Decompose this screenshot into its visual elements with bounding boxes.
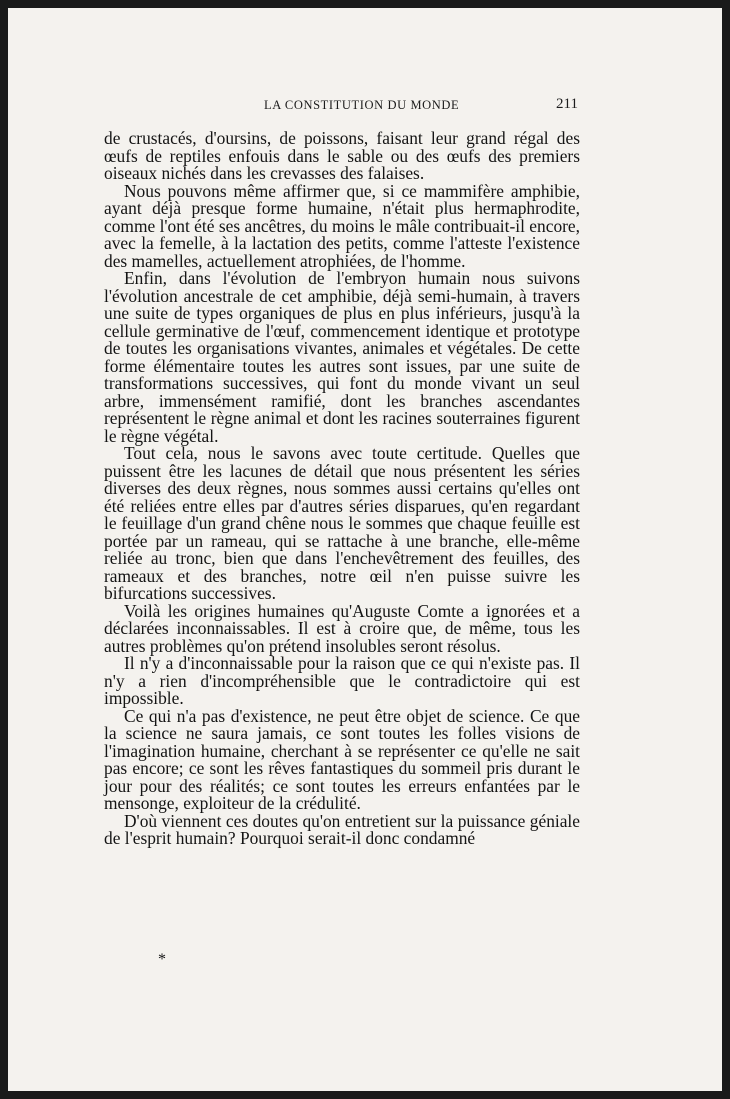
running-header — [108, 98, 578, 118]
paragraph-4: Tout cela, nous le savons avec toute certitude. Quelles que puissent être les lacunes de détail que nous présentent les séries diverses des deux règnes, nous sommes aussi certains qu'elles ont été reliées entre elles par d'autres séries disparues, qu'en regardant le feuillage d'un grand chêne nous le sommes que chaque feuille est portée par un rameau, qui se rattache à une branche, elle-même reliée au tronc, bien que dans l'enchevêtrement des feuilles, des rameaux et des branches, notre œil n'en puisse suivre les bifurcations successives. — [104, 443, 580, 603]
paragraph-2: Nous pouvons même affirmer que, si ce mammifère amphibie, ayant déjà presque forme humaine, n'était plus hermaphrodite, comme l'ont été ses ancêtres, du moins le mâle contribuait-il encore, avec la femelle, à la lactation des petits, comme l'atteste l'existence des mamelles, actuellement atrophiées, de l'homme. — [104, 180, 580, 271]
signature-mark: * — [158, 951, 166, 968]
paragraph-1: de crustacés, d'oursins, de poissons, faisant leur grand régal des œufs de reptiles enfouis dans le sable ou des œufs des premiers oiseaux nichés dans les crevasses des falaises. — [104, 128, 580, 183]
book-page — [8, 8, 722, 1091]
body-text — [104, 130, 580, 848]
paragraph-6: Il n'y a d'inconnaissable pour la raison que ce qui n'existe pas. Il n'y a rien d'incompréhensible que le contradictoire qui est impossible. — [104, 653, 580, 708]
paragraph-7: Ce qui n'a pas d'existence, ne peut être objet de science. Ce que la science ne saura jamais, ce sont toutes les folles visions de l'imagination humaine, cherchant à se représenter ce qu'elle ne sait pas encore; ce sont les rêves fantastiques du sommeil pris durant le jour pour des réalités; ce sont toutes les erreurs enfantées par le mensonge, exploiteur de la crédulité. — [104, 705, 580, 813]
paragraph-5: Voilà les origines humaines qu'Auguste Comte a ignorées et a déclarées inconnaissables. Il est à croire que, de même, tous les autres problèmes qu'on prétend insolubles seront résolus. — [104, 600, 580, 656]
paragraph-3: Enfin, dans l'évolution de l'embryon humain nous suivons l'évolution ancestrale de cet amphibie, déjà semi-humain, à travers une suite de types organiques de plus en plus inférieurs, jusqu'à la cellule germinative de l'œuf, commencement identique et prototype de toutes les organisations vivantes, animales et végétales. De cette forme élémentaire toutes les autres sont issues, par une suite de transformations successives, qui font du monde vivant un seul arbre, immensément ramifié, dont les branches ascendantes représentent le règne animal et dont les racines souterraines figurent le règne végétal. — [104, 268, 580, 446]
page-number: 211 — [556, 96, 578, 112]
running-title: LA CONSTITUTION DU MONDE — [264, 98, 460, 112]
paragraph-8: D'où viennent ces doutes qu'on entretient sur la puissance géniale de l'esprit humain? Pourquoi serait-il donc condamné — [104, 810, 580, 848]
